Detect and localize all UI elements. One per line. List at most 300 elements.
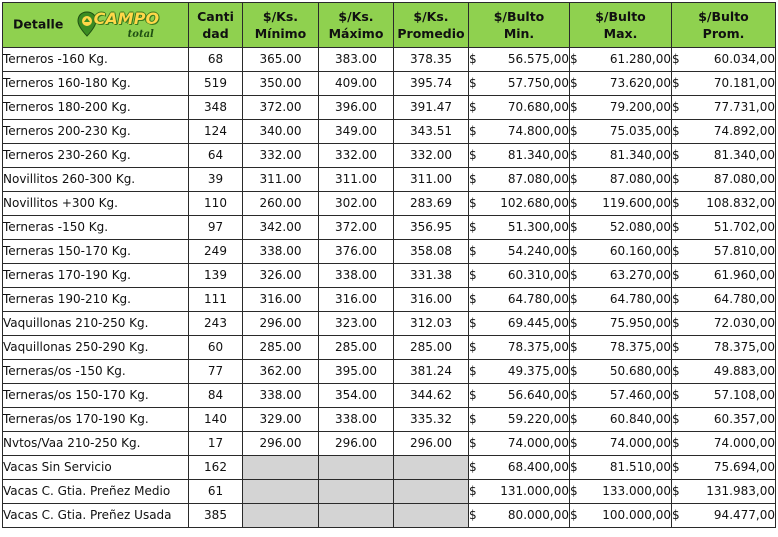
currency-symbol: $ xyxy=(672,292,680,306)
currency-symbol: $ xyxy=(672,340,680,354)
row-bulto-min xyxy=(469,360,570,384)
row-bulto-max-value: 75.950,00 xyxy=(609,316,671,330)
currency-symbol: $ xyxy=(570,364,578,378)
row-bulto-max-value: 119.600,00 xyxy=(602,196,671,210)
row-ks-max: 332.00 xyxy=(319,144,394,168)
table-row xyxy=(3,264,776,288)
row-bulto-prom-value: 75.694,00 xyxy=(713,460,775,474)
row-bulto-prom xyxy=(672,96,776,120)
row-detalle: Terneras -150 Kg. xyxy=(3,216,189,240)
row-bulto-min xyxy=(469,408,570,432)
currency-symbol: $ xyxy=(570,124,578,138)
row-cantidad: 348 xyxy=(189,96,243,120)
row-bulto-prom xyxy=(672,120,776,144)
row-cantidad: 162 xyxy=(189,456,243,480)
row-bulto-min xyxy=(469,96,570,120)
currency-symbol: $ xyxy=(672,364,680,378)
row-bulto-max xyxy=(570,312,672,336)
row-ks-min: 296.00 xyxy=(243,312,319,336)
row-bulto-max-value: 87.080,00 xyxy=(609,172,671,186)
row-cantidad: 68 xyxy=(189,48,243,72)
row-detalle: Terneras 170-190 Kg. xyxy=(3,264,189,288)
table-row xyxy=(3,360,776,384)
currency-symbol: $ xyxy=(469,412,477,426)
row-ks-prom-empty xyxy=(394,480,469,504)
row-bulto-min xyxy=(469,264,570,288)
row-ks-prom: 344.62 xyxy=(394,384,469,408)
row-bulto-min-value: 56.640,00 xyxy=(507,388,569,402)
row-bulto-max-value: 81.510,00 xyxy=(609,460,671,474)
row-ks-prom: 316.00 xyxy=(394,288,469,312)
row-bulto-max-value: 100.000,00 xyxy=(602,508,671,522)
row-bulto-max xyxy=(570,72,672,96)
table-body xyxy=(3,48,776,528)
table-row xyxy=(3,408,776,432)
row-bulto-prom-value: 57.810,00 xyxy=(713,244,775,258)
row-ks-prom: 331.38 xyxy=(394,264,469,288)
row-ks-min: 296.00 xyxy=(243,432,319,456)
currency-symbol: $ xyxy=(570,148,578,162)
row-bulto-prom xyxy=(672,384,776,408)
row-detalle: Terneros 160-180 Kg. xyxy=(3,72,189,96)
row-bulto-max-value: 52.080,00 xyxy=(609,220,671,234)
row-detalle: Vacas Sin Servicio xyxy=(3,456,189,480)
row-ks-min: 285.00 xyxy=(243,336,319,360)
currency-symbol: $ xyxy=(469,460,477,474)
row-cantidad: 17 xyxy=(189,432,243,456)
currency-symbol: $ xyxy=(469,436,477,450)
row-ks-max: 396.00 xyxy=(319,96,394,120)
row-bulto-max xyxy=(570,192,672,216)
table-row xyxy=(3,168,776,192)
row-detalle: Terneros 230-260 Kg. xyxy=(3,144,189,168)
row-ks-max: 302.00 xyxy=(319,192,394,216)
row-ks-max-empty xyxy=(319,456,394,480)
row-ks-max: 285.00 xyxy=(319,336,394,360)
row-detalle: Novillitos 260-300 Kg. xyxy=(3,168,189,192)
currency-symbol: $ xyxy=(570,436,578,450)
row-bulto-prom xyxy=(672,216,776,240)
row-cantidad: 385 xyxy=(189,504,243,528)
currency-symbol: $ xyxy=(672,52,680,66)
row-bulto-prom xyxy=(672,168,776,192)
row-ks-min-empty xyxy=(243,456,319,480)
row-detalle: Vaquillonas 210-250 Kg. xyxy=(3,312,189,336)
row-ks-prom: 335.32 xyxy=(394,408,469,432)
table-row xyxy=(3,504,776,528)
row-bulto-min-value: 59.220,00 xyxy=(507,412,569,426)
row-cantidad: 97 xyxy=(189,216,243,240)
row-cantidad: 110 xyxy=(189,192,243,216)
row-cantidad: 61 xyxy=(189,480,243,504)
row-detalle: Vaquillonas 250-290 Kg. xyxy=(3,336,189,360)
row-bulto-prom xyxy=(672,408,776,432)
row-bulto-prom-value: 131.983,00 xyxy=(706,484,775,498)
currency-symbol: $ xyxy=(570,292,578,306)
currency-symbol: $ xyxy=(469,508,477,522)
row-detalle: Nvtos/Vaa 210-250 Kg. xyxy=(3,432,189,456)
row-bulto-max-value: 57.460,00 xyxy=(609,388,671,402)
row-ks-min: 311.00 xyxy=(243,168,319,192)
currency-symbol: $ xyxy=(672,172,680,186)
row-bulto-prom xyxy=(672,504,776,528)
row-ks-max: 354.00 xyxy=(319,384,394,408)
header-detalle-label: Detalle xyxy=(13,16,64,32)
row-ks-prom: 381.24 xyxy=(394,360,469,384)
row-bulto-min xyxy=(469,432,570,456)
currency-symbol: $ xyxy=(672,388,680,402)
row-ks-min: 338.00 xyxy=(243,240,319,264)
row-ks-min-empty xyxy=(243,480,319,504)
row-detalle: Vacas C. Gtia. Preñez Medio xyxy=(3,480,189,504)
logo-sub: total xyxy=(127,29,154,40)
currency-symbol: $ xyxy=(672,124,680,138)
row-bulto-prom-value: 61.960,00 xyxy=(713,268,775,282)
table-row xyxy=(3,216,776,240)
row-ks-min: 365.00 xyxy=(243,48,319,72)
row-bulto-prom xyxy=(672,192,776,216)
row-bulto-prom-value: 94.477,00 xyxy=(713,508,775,522)
row-bulto-prom-value: 74.000,00 xyxy=(713,436,775,450)
row-bulto-max-value: 60.840,00 xyxy=(609,412,671,426)
row-ks-max: 372.00 xyxy=(319,216,394,240)
row-bulto-prom-value: 64.780,00 xyxy=(713,292,775,306)
row-bulto-min xyxy=(469,480,570,504)
row-ks-min: 332.00 xyxy=(243,144,319,168)
row-bulto-prom-value: 77.731,00 xyxy=(713,100,775,114)
currency-symbol: $ xyxy=(469,268,477,282)
row-bulto-min xyxy=(469,216,570,240)
row-bulto-max xyxy=(570,408,672,432)
row-ks-max: 316.00 xyxy=(319,288,394,312)
row-bulto-min-value: 78.375,00 xyxy=(507,340,569,354)
currency-symbol: $ xyxy=(570,172,578,186)
row-bulto-min xyxy=(469,168,570,192)
table-row xyxy=(3,240,776,264)
currency-symbol: $ xyxy=(672,508,680,522)
row-ks-max: 349.00 xyxy=(319,120,394,144)
row-bulto-min-value: 49.375,00 xyxy=(507,364,569,378)
row-bulto-prom xyxy=(672,144,776,168)
row-ks-min: 329.00 xyxy=(243,408,319,432)
table-row xyxy=(3,48,776,72)
currency-symbol: $ xyxy=(469,124,477,138)
row-ks-prom: 358.08 xyxy=(394,240,469,264)
row-detalle: Terneras 190-210 Kg. xyxy=(3,288,189,312)
row-detalle: Terneras/os 150-170 Kg. xyxy=(3,384,189,408)
row-ks-min: 260.00 xyxy=(243,192,319,216)
header-bulto-prom: $/Bulto Prom. xyxy=(672,3,776,48)
row-ks-min: 340.00 xyxy=(243,120,319,144)
row-detalle: Terneras 150-170 Kg. xyxy=(3,240,189,264)
row-bulto-max-value: 78.375,00 xyxy=(609,340,671,354)
currency-symbol: $ xyxy=(469,76,477,90)
row-ks-max: 395.00 xyxy=(319,360,394,384)
row-ks-prom-empty xyxy=(394,456,469,480)
currency-symbol: $ xyxy=(672,436,680,450)
row-bulto-max-value: 74.000,00 xyxy=(609,436,671,450)
row-bulto-min-value: 74.000,00 xyxy=(507,436,569,450)
row-bulto-max xyxy=(570,504,672,528)
table-row xyxy=(3,144,776,168)
row-ks-prom: 378.35 xyxy=(394,48,469,72)
row-ks-prom: 311.00 xyxy=(394,168,469,192)
price-table xyxy=(2,2,776,528)
row-cantidad: 111 xyxy=(189,288,243,312)
currency-symbol: $ xyxy=(672,412,680,426)
currency-symbol: $ xyxy=(672,196,680,210)
table-row xyxy=(3,312,776,336)
table-row xyxy=(3,96,776,120)
row-bulto-max-value: 73.620,00 xyxy=(609,76,671,90)
row-bulto-min-value: 60.310,00 xyxy=(507,268,569,282)
row-bulto-max xyxy=(570,216,672,240)
row-bulto-max xyxy=(570,480,672,504)
row-cantidad: 139 xyxy=(189,264,243,288)
row-cantidad: 124 xyxy=(189,120,243,144)
table-row xyxy=(3,336,776,360)
row-cantidad: 140 xyxy=(189,408,243,432)
row-bulto-max xyxy=(570,48,672,72)
currency-symbol: $ xyxy=(570,52,578,66)
currency-symbol: $ xyxy=(672,220,680,234)
row-detalle: Terneros 200-230 Kg. xyxy=(3,120,189,144)
row-bulto-min xyxy=(469,312,570,336)
currency-symbol: $ xyxy=(570,100,578,114)
table-row xyxy=(3,72,776,96)
row-cantidad: 39 xyxy=(189,168,243,192)
currency-symbol: $ xyxy=(469,316,477,330)
row-bulto-min xyxy=(469,456,570,480)
row-ks-prom: 356.95 xyxy=(394,216,469,240)
row-cantidad: 77 xyxy=(189,360,243,384)
row-bulto-max xyxy=(570,144,672,168)
row-bulto-max-value: 75.035,00 xyxy=(609,124,671,138)
currency-symbol: $ xyxy=(570,76,578,90)
row-ks-prom: 395.74 xyxy=(394,72,469,96)
row-bulto-max-value: 60.160,00 xyxy=(609,244,671,258)
row-bulto-min-value: 57.750,00 xyxy=(507,76,569,90)
header-detalle xyxy=(3,3,189,48)
row-detalle: Terneras/os -150 Kg. xyxy=(3,360,189,384)
row-bulto-min-value: 80.000,00 xyxy=(507,508,569,522)
row-bulto-min-value: 81.340,00 xyxy=(507,148,569,162)
row-ks-prom-empty xyxy=(394,504,469,528)
row-bulto-prom-value: 60.034,00 xyxy=(713,52,775,66)
row-bulto-prom-value: 51.702,00 xyxy=(713,220,775,234)
row-bulto-prom xyxy=(672,48,776,72)
header-row xyxy=(3,3,776,48)
currency-symbol: $ xyxy=(469,244,477,258)
row-ks-max: 383.00 xyxy=(319,48,394,72)
row-bulto-max-value: 64.780,00 xyxy=(609,292,671,306)
row-ks-prom: 296.00 xyxy=(394,432,469,456)
row-bulto-max xyxy=(570,240,672,264)
currency-symbol: $ xyxy=(672,148,680,162)
row-bulto-min xyxy=(469,48,570,72)
row-bulto-prom-value: 57.108,00 xyxy=(713,388,775,402)
row-bulto-prom xyxy=(672,432,776,456)
row-bulto-prom-value: 81.340,00 xyxy=(713,148,775,162)
row-bulto-prom xyxy=(672,312,776,336)
row-bulto-min-value: 51.300,00 xyxy=(507,220,569,234)
currency-symbol: $ xyxy=(469,52,477,66)
row-ks-max: 296.00 xyxy=(319,432,394,456)
row-bulto-prom-value: 72.030,00 xyxy=(713,316,775,330)
row-bulto-min-value: 68.400,00 xyxy=(507,460,569,474)
header-ks-max: $/Ks. Máximo xyxy=(319,3,394,48)
row-ks-prom: 391.47 xyxy=(394,96,469,120)
currency-symbol: $ xyxy=(570,340,578,354)
row-ks-min: 326.00 xyxy=(243,264,319,288)
row-ks-min: 316.00 xyxy=(243,288,319,312)
currency-symbol: $ xyxy=(672,268,680,282)
header-bulto-min: $/Bulto Min. xyxy=(469,3,570,48)
currency-symbol: $ xyxy=(469,100,477,114)
row-bulto-min xyxy=(469,72,570,96)
row-bulto-max xyxy=(570,288,672,312)
row-bulto-prom-value: 49.883,00 xyxy=(713,364,775,378)
row-bulto-min-value: 54.240,00 xyxy=(507,244,569,258)
row-ks-max: 323.00 xyxy=(319,312,394,336)
row-bulto-min xyxy=(469,192,570,216)
row-bulto-prom xyxy=(672,336,776,360)
row-bulto-prom-value: 74.892,00 xyxy=(713,124,775,138)
row-bulto-max xyxy=(570,360,672,384)
row-bulto-min xyxy=(469,504,570,528)
row-bulto-min xyxy=(469,144,570,168)
row-bulto-max xyxy=(570,336,672,360)
row-bulto-prom-value: 78.375,00 xyxy=(713,340,775,354)
row-ks-min: 350.00 xyxy=(243,72,319,96)
row-bulto-max xyxy=(570,96,672,120)
currency-symbol: $ xyxy=(469,340,477,354)
header-cantidad: Canti dad xyxy=(189,3,243,48)
row-bulto-min-value: 102.680,00 xyxy=(500,196,569,210)
row-bulto-min-value: 69.445,00 xyxy=(507,316,569,330)
row-ks-prom: 285.00 xyxy=(394,336,469,360)
row-ks-max: 376.00 xyxy=(319,240,394,264)
row-ks-min: 372.00 xyxy=(243,96,319,120)
row-bulto-prom xyxy=(672,264,776,288)
row-detalle: Terneras/os 170-190 Kg. xyxy=(3,408,189,432)
row-ks-max-empty xyxy=(319,504,394,528)
row-detalle: Terneros -160 Kg. xyxy=(3,48,189,72)
header-ks-prom: $/Ks. Promedio xyxy=(394,3,469,48)
row-cantidad: 519 xyxy=(189,72,243,96)
campo-total-logo xyxy=(76,11,166,39)
row-ks-prom: 312.03 xyxy=(394,312,469,336)
row-bulto-min xyxy=(469,240,570,264)
currency-symbol: $ xyxy=(469,172,477,186)
row-bulto-prom xyxy=(672,72,776,96)
row-ks-min: 338.00 xyxy=(243,384,319,408)
row-bulto-max-value: 61.280,00 xyxy=(609,52,671,66)
table-row xyxy=(3,288,776,312)
row-bulto-min xyxy=(469,288,570,312)
table-row xyxy=(3,384,776,408)
currency-symbol: $ xyxy=(672,484,680,498)
row-bulto-prom-value: 60.357,00 xyxy=(713,412,775,426)
row-cantidad: 84 xyxy=(189,384,243,408)
row-bulto-prom-value: 87.080,00 xyxy=(713,172,775,186)
currency-symbol: $ xyxy=(570,316,578,330)
currency-symbol: $ xyxy=(570,460,578,474)
currency-symbol: $ xyxy=(570,508,578,522)
row-bulto-min xyxy=(469,120,570,144)
row-bulto-max xyxy=(570,168,672,192)
row-ks-min: 362.00 xyxy=(243,360,319,384)
currency-symbol: $ xyxy=(570,244,578,258)
row-bulto-prom xyxy=(672,360,776,384)
row-bulto-max-value: 133.000,00 xyxy=(602,484,671,498)
row-bulto-min xyxy=(469,384,570,408)
row-ks-max: 338.00 xyxy=(319,264,394,288)
row-ks-prom: 332.00 xyxy=(394,144,469,168)
row-bulto-prom xyxy=(672,288,776,312)
header-ks-min: $/Ks. Mínimo xyxy=(243,3,319,48)
row-bulto-min-value: 74.800,00 xyxy=(507,124,569,138)
currency-symbol: $ xyxy=(570,196,578,210)
currency-symbol: $ xyxy=(570,220,578,234)
row-bulto-max xyxy=(570,120,672,144)
currency-symbol: $ xyxy=(469,484,477,498)
row-bulto-max xyxy=(570,264,672,288)
table-row xyxy=(3,120,776,144)
row-ks-min: 342.00 xyxy=(243,216,319,240)
row-detalle: Terneros 180-200 Kg. xyxy=(3,96,189,120)
table-row xyxy=(3,192,776,216)
row-bulto-max xyxy=(570,384,672,408)
currency-symbol: $ xyxy=(469,364,477,378)
row-cantidad: 64 xyxy=(189,144,243,168)
table-row xyxy=(3,456,776,480)
row-cantidad: 60 xyxy=(189,336,243,360)
currency-symbol: $ xyxy=(672,76,680,90)
table-row xyxy=(3,480,776,504)
header-bulto-max: $/Bulto Max. xyxy=(570,3,672,48)
row-bulto-max xyxy=(570,432,672,456)
row-detalle: Vacas C. Gtia. Preñez Usada xyxy=(3,504,189,528)
currency-symbol: $ xyxy=(570,388,578,402)
currency-symbol: $ xyxy=(672,316,680,330)
currency-symbol: $ xyxy=(672,244,680,258)
currency-symbol: $ xyxy=(672,460,680,474)
row-ks-min-empty xyxy=(243,504,319,528)
row-bulto-min xyxy=(469,336,570,360)
row-bulto-prom-value: 70.181,00 xyxy=(713,76,775,90)
row-ks-max-empty xyxy=(319,480,394,504)
row-bulto-min-value: 87.080,00 xyxy=(507,172,569,186)
row-bulto-min-value: 56.575,00 xyxy=(507,52,569,66)
row-bulto-prom xyxy=(672,456,776,480)
row-cantidad: 243 xyxy=(189,312,243,336)
row-bulto-prom xyxy=(672,240,776,264)
currency-symbol: $ xyxy=(469,196,477,210)
row-ks-max: 338.00 xyxy=(319,408,394,432)
row-bulto-max-value: 81.340,00 xyxy=(609,148,671,162)
row-bulto-prom xyxy=(672,480,776,504)
currency-symbol: $ xyxy=(570,268,578,282)
row-ks-prom: 283.69 xyxy=(394,192,469,216)
row-ks-max: 409.00 xyxy=(319,72,394,96)
currency-symbol: $ xyxy=(469,148,477,162)
row-bulto-max-value: 79.200,00 xyxy=(609,100,671,114)
row-bulto-min-value: 64.780,00 xyxy=(507,292,569,306)
currency-symbol: $ xyxy=(672,100,680,114)
table-row xyxy=(3,432,776,456)
currency-symbol: $ xyxy=(570,412,578,426)
